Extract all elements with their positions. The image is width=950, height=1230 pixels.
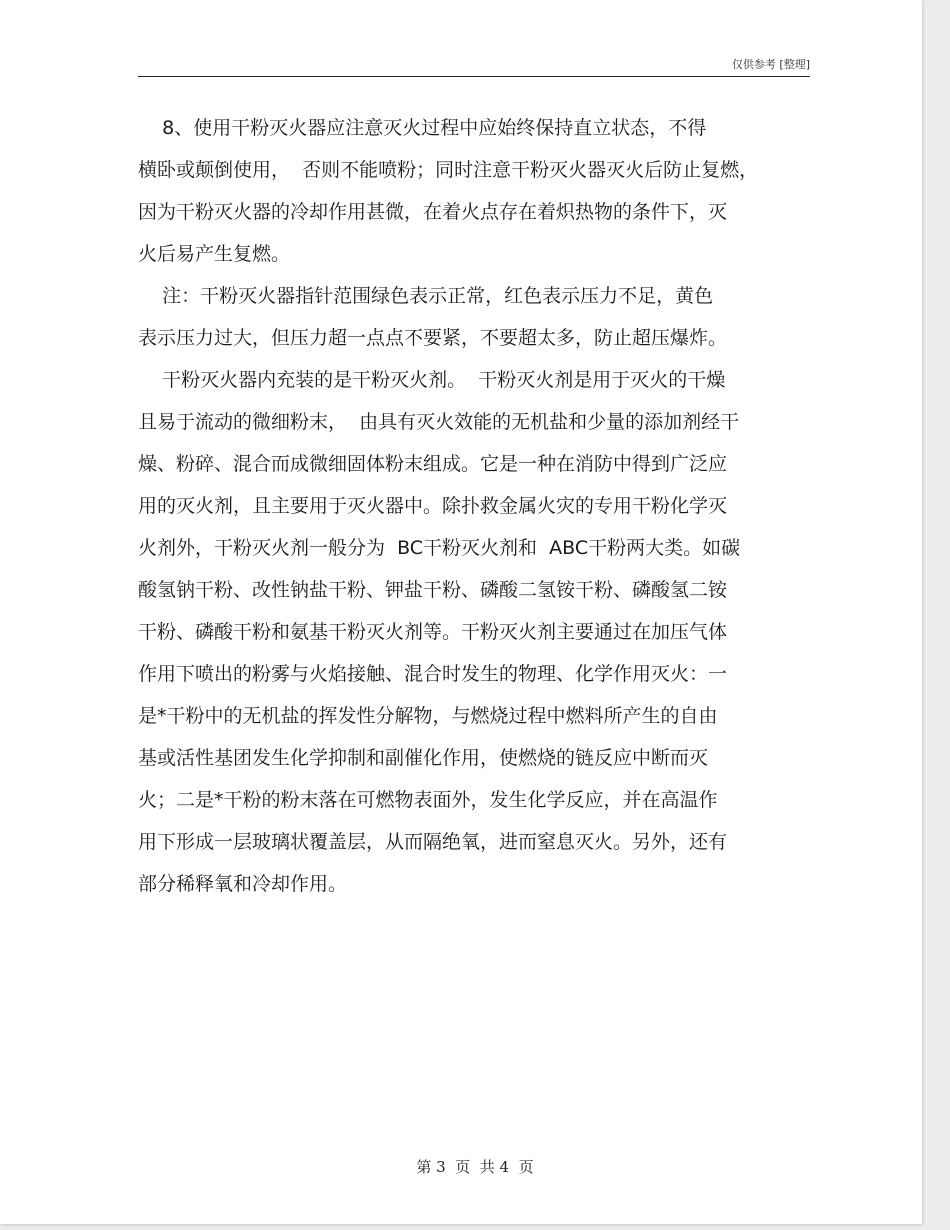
body-line: 干粉灭火器内充装的是干粉灭火剂。 干粉灭火剂是用于灭火的干燥 (138, 369, 726, 391)
body-line: 表示压力过大，但压力超一点点不要紧，不要超太多，防止超压爆炸。 (138, 327, 728, 349)
body-line: 注：干粉灭火器指针范围绿色表示正常，红色表示压力不足，黄色 (138, 285, 714, 307)
body-line: 酸氢钠干粉、改性钠盐干粉、钾盐干粉、磷酸二氢铵干粉、磷酸氢二铵 (138, 579, 728, 601)
body-line: 火；二是*干粉的粉末落在可燃物表面外，发生化学反应，并在高温作 (138, 789, 718, 811)
body-line: 部分稀释氧和冷却作用。 (138, 873, 348, 895)
header-divider (138, 76, 810, 77)
body-line: 燥、粉碎、混合而成微细固体粉末组成。它是一种在消防中得到广泛应 (138, 453, 728, 475)
body-line: 8、使用干粉灭火器应注意灭火过程中应始终保持直立状态，不得 (138, 117, 707, 139)
body-line: 用下形成一层玻璃状覆盖层，从而隔绝氧，进而窒息灭火。另外，还有 (138, 831, 728, 853)
body-line: 火后易产生复燃。 (138, 243, 291, 265)
body-line: 干粉、磷酸干粉和氨基干粉灭火剂等。干粉灭火剂主要通过在加压气体 (138, 621, 728, 643)
body-line: 作用下喷出的粉雾与火焰接触、混合时发生的物理、化学作用灭火：一 (138, 663, 728, 685)
header-note: 仅供参考 [整理] (731, 58, 810, 71)
body-line: 因为干粉灭火器的冷却作用甚微，在着火点存在着炽热物的条件下，灭 (138, 201, 728, 223)
body-line: 用的灭火剂，且主要用于灭火器中。除扑救金属火灾的专用干粉化学灭 (138, 495, 728, 517)
body-line: 且易于流动的微细粉末， 由具有灭火效能的无机盐和少量的添加剂经干 (138, 411, 740, 433)
body-line: 火剂外，干粉灭火剂一般分为 BC干粉灭火剂和 ABC干粉两大类。如碳 (138, 537, 741, 559)
body-line: 横卧或颠倒使用， 否则不能喷粉；同时注意干粉灭火器灭火后防止复燃， (138, 159, 759, 181)
body-line: 是*干粉中的无机盐的挥发性分解物，与燃烧过程中燃料所产生的自由 (138, 705, 718, 727)
page-number: 第 3 页 共 4 页 (416, 1158, 534, 1176)
body-line: 基或活性基团发生化学抑制和副催化作用，使燃烧的链反应中断而灭 (138, 747, 709, 769)
